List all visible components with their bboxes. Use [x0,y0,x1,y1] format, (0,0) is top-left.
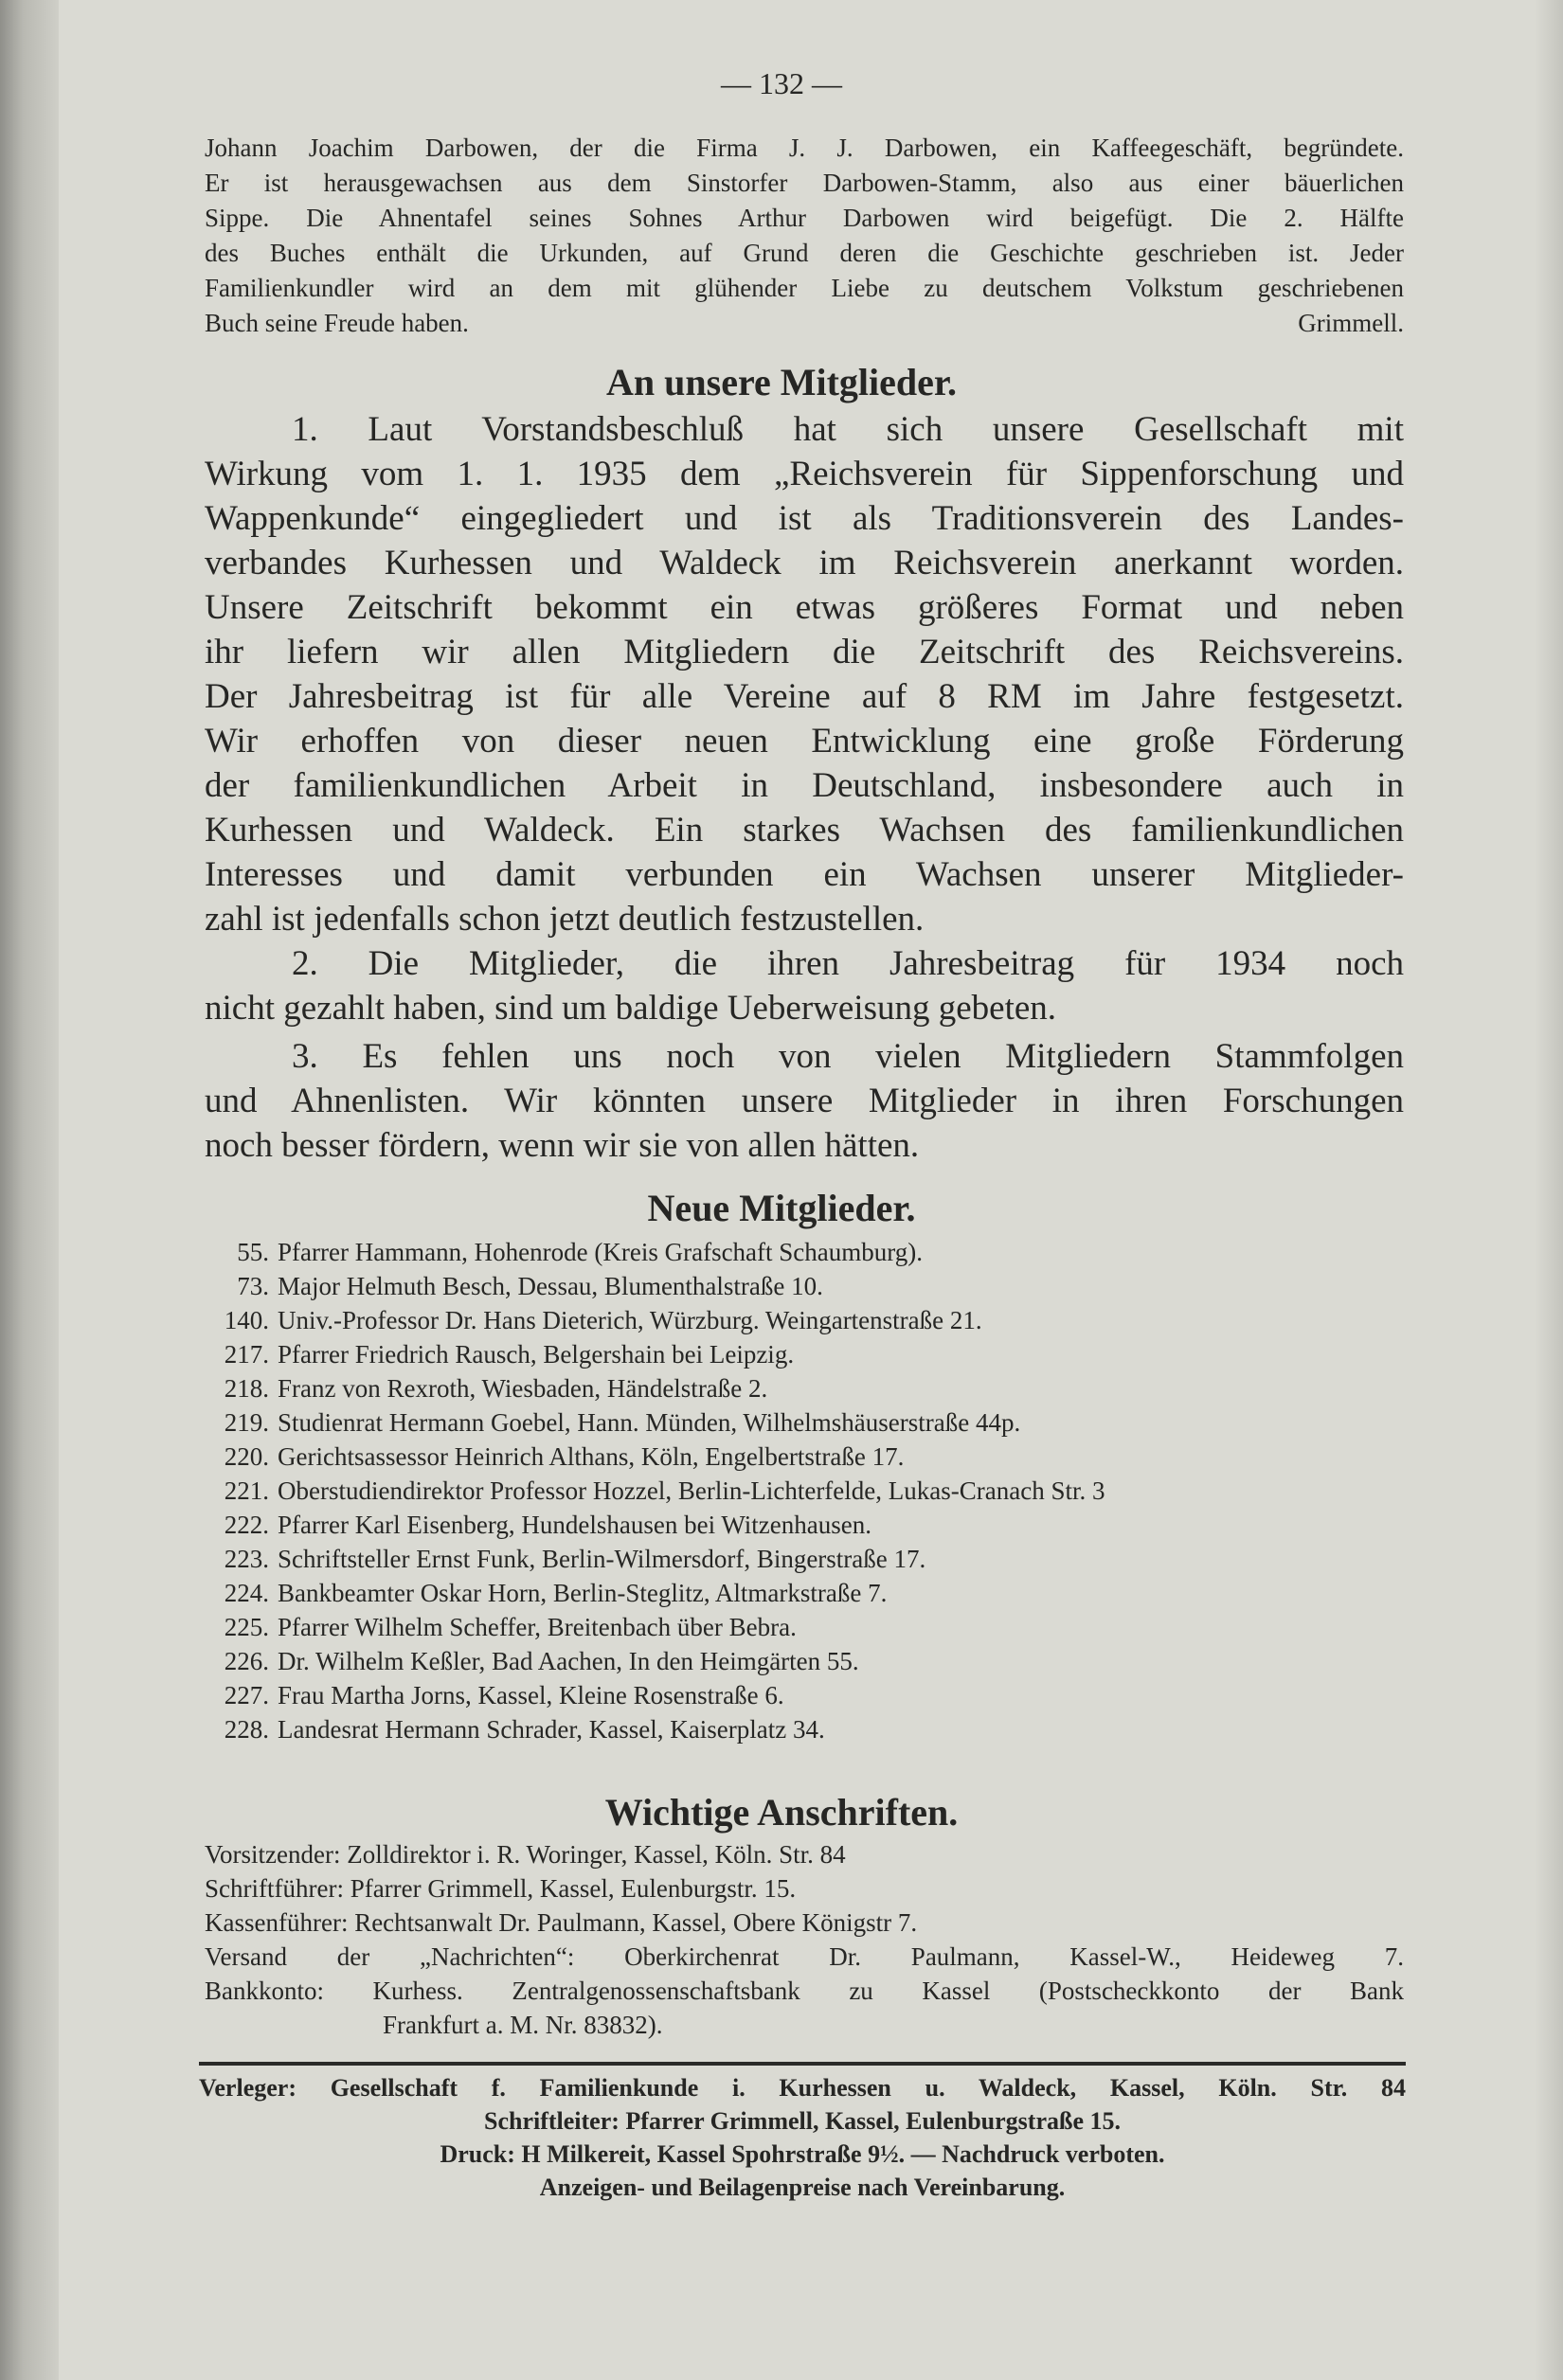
member-entry: Pfarrer Wilhelm Scheffer, Breitenbach über Bebra. [278,1613,797,1641]
list-item [201,1235,1409,1269]
signature: Grimmell. [1298,309,1404,337]
member-entry: Pfarrer Hammann, Hohenrode (Kreis Grafschaft Schaumburg). [278,1238,924,1266]
divider-rule [199,2062,1406,2066]
text-line: 3. Es fehlen uns noch von vielen Mitgliedern Stammfolgen [292,1037,1404,1076]
list-item [201,1269,1409,1303]
member-number: 225. [224,1613,269,1641]
member-number: 228. [224,1715,269,1744]
member-number: 217. [224,1340,269,1369]
text-line: der familienkundlichen Arbeit in Deutschland, insbesondere auch in [205,766,1404,805]
important-addresses [205,1837,1404,2042]
text-line: Sippe. Die Ahnentafel seines Sohnes Arthur Darbowen wird beigefügt. Die 2. Hälfte [205,204,1404,232]
list-item [201,1542,1409,1576]
section-heading-addresses: Wichtige Anschriften. [604,1791,959,1834]
member-number: 140. [224,1306,269,1334]
member-entry: Bankbeamter Oskar Horn, Berlin-Steglitz, Altmarkstraße 7. [278,1579,888,1607]
text-line: Wappenkunde“ eingegliedert und ist als Traditionsverein des Landes- [205,499,1404,538]
text-line: Johann Joachim Darbowen, der die Firma J. J. Darbowen, ein Kaffeegeschäft, begründete. [205,134,1404,162]
member-entry: Frau Martha Jorns, Kassel, Kleine Rosenstraße 6. [278,1681,784,1709]
list-item [201,1712,1409,1746]
imprint-publisher: Verleger: Gesellschaft f. Familienkunde i. Kurhessen u. Waldeck, Kassel, Köln. Str. 84 [199,2074,1406,2102]
address-line: Bankkonto: Kurhess. Zentralgenossenschaftsbank zu Kassel (Postscheckkonto der Bank [205,1977,1404,2005]
text-line: noch besser fördern, wenn wir sie von allen hätten. [205,1126,920,1165]
text-line: Er ist herausgewachsen aus dem Sinstorfer Darbowen-Stamm, also aus einer bäuerlichen [205,169,1404,197]
member-entry: Oberstudiendirektor Professor Hozzel, Berlin-Lichterfelde, Lukas-Cranach Str. 3 [278,1476,1105,1505]
text-line: 2. Die Mitglieder, die ihren Jahresbeitrag für 1934 noch [292,944,1404,983]
text-line: zahl ist jedenfalls schon jetzt deutlich festzustellen. [205,900,925,939]
member-number: 224. [224,1579,269,1607]
address-line: Schriftführer: Pfarrer Grimmell, Kassel, Eulenburgstr. 15. [205,1874,797,1903]
member-number: 222. [224,1511,269,1539]
new-members-list [201,1235,1409,1746]
member-entry: Major Helmuth Besch, Dessau, Blumenthalstraße 10. [278,1272,823,1300]
text-line: ihr liefern wir allen Mitgliedern die Zeitschrift des Reichsvereins. [205,633,1404,671]
member-entry: Studienrat Hermann Goebel, Hann. Münden, Wilhelmshäuserstraße 44p. [278,1408,1021,1437]
member-entry: Pfarrer Friedrich Rausch, Belgershain bei Leipzig. [278,1340,795,1369]
member-number: 226. [224,1647,269,1675]
list-item [201,1644,1409,1678]
member-number: 73. [237,1272,269,1300]
list-item [201,1508,1409,1542]
list-item [201,1678,1409,1712]
text-line: Buch seine Freude haben. [205,309,469,337]
text-line: Wir erhoffen von dieser neuen Entwicklung eine große Förderung [205,722,1404,761]
text-line: Interesses und damit verbunden ein Wachsen unserer Mitglieder- [205,855,1404,894]
section-heading-members: An unsere Mitglieder. [606,361,957,403]
address-line: Frankfurt a. M. Nr. 83832). [383,2011,663,2039]
list-item [201,1303,1409,1337]
member-number: 223. [224,1545,269,1573]
list-item [201,1576,1409,1610]
section-heading-new-members: Neue Mitglieder. [647,1187,916,1229]
member-entry: Gerichtsassessor Heinrich Althans, Köln, Engelbertstraße 17. [278,1442,905,1471]
imprint-editor: Schriftleiter: Pfarrer Grimmell, Kassel, Eulenburgstraße 15. [483,2107,1121,2135]
list-item [201,1405,1409,1440]
text-line: und Ahnenlisten. Wir könnten unsere Mitglieder in ihren Forschungen [205,1082,1404,1120]
address-line: Vorsitzender: Zolldirektor i. R. Woringer, Kassel, Köln. Str. 84 [205,1840,846,1869]
members-notice-body [205,407,1404,1168]
member-number: 55. [237,1238,269,1266]
page-number: — 132 — [721,66,842,100]
member-number: 221. [224,1476,269,1505]
list-item [201,1440,1409,1474]
imprint-ads: Anzeigen- und Beilagenpreise nach Vereinbarung. [539,2174,1066,2201]
member-number: 219. [224,1408,269,1437]
text-line: Kurhessen und Waldeck. Ein starkes Wachsen des familienkundlichen [205,811,1404,850]
text-line: des Buches enthält die Urkunden, auf Grund deren die Geschichte geschrieben ist. Jeder [205,239,1404,267]
member-entry: Pfarrer Karl Eisenberg, Hundelshausen bei Witzenhausen. [278,1511,871,1539]
member-number: 220. [224,1442,269,1471]
address-line: Versand der „Nachrichten“: Oberkirchenrat Dr. Paulmann, Kassel-W., Heideweg 7. [205,1942,1404,1971]
text-line: nicht gezahlt haben, sind um baldige Ueberweisung gebeten. [205,989,1057,1028]
list-item [201,1337,1409,1371]
text-line: verbandes Kurhessen und Waldeck im Reichsverein anerkannt worden. [205,544,1404,582]
intro-paragraph [205,131,1404,341]
member-number: 227. [224,1681,269,1709]
member-entry: Schriftsteller Ernst Funk, Berlin-Wilmersdorf, Bingerstraße 17. [278,1545,926,1573]
closing-line [205,306,1404,341]
member-entry: Univ.-Professor Dr. Hans Dieterich, Würzburg. Weingartenstraße 21. [278,1306,982,1334]
member-entry: Landesrat Hermann Schrader, Kassel, Kaiserplatz 34. [278,1715,825,1744]
text-line: Der Jahresbeitrag ist für alle Vereine auf 8 RM im Jahre festgesetzt. [205,677,1404,716]
list-item [201,1610,1409,1644]
member-entry: Dr. Wilhelm Keßler, Bad Aachen, In den Heimgärten 55. [278,1647,859,1675]
text-line: Wirkung vom 1. 1. 1935 dem „Reichsverein für Sippenforschung und [205,455,1404,493]
member-number: 218. [224,1374,269,1403]
text-line: 1. Laut Vorstandsbeschluß hat sich unsere Gesellschaft mit [292,410,1404,449]
list-item [201,1371,1409,1405]
address-line: Kassenführer: Rechtsanwalt Dr. Paulmann, Kassel, Obere Königstr 7. [205,1908,918,1937]
list-item [201,1474,1409,1508]
text-line: Unsere Zeitschrift bekommt ein etwas größeres Format und neben [205,588,1404,627]
imprint-printer: Druck: H Milkereit, Kassel Spohrstraße 9½. — Nachdruck verboten. [440,2140,1165,2168]
member-entry: Franz von Rexroth, Wiesbaden, Händelstraße 2. [278,1374,768,1403]
text-line: Familienkundler wird an dem mit glühender Liebe zu deutschem Volkstum geschriebenen [205,274,1404,302]
imprint [199,2071,1406,2204]
